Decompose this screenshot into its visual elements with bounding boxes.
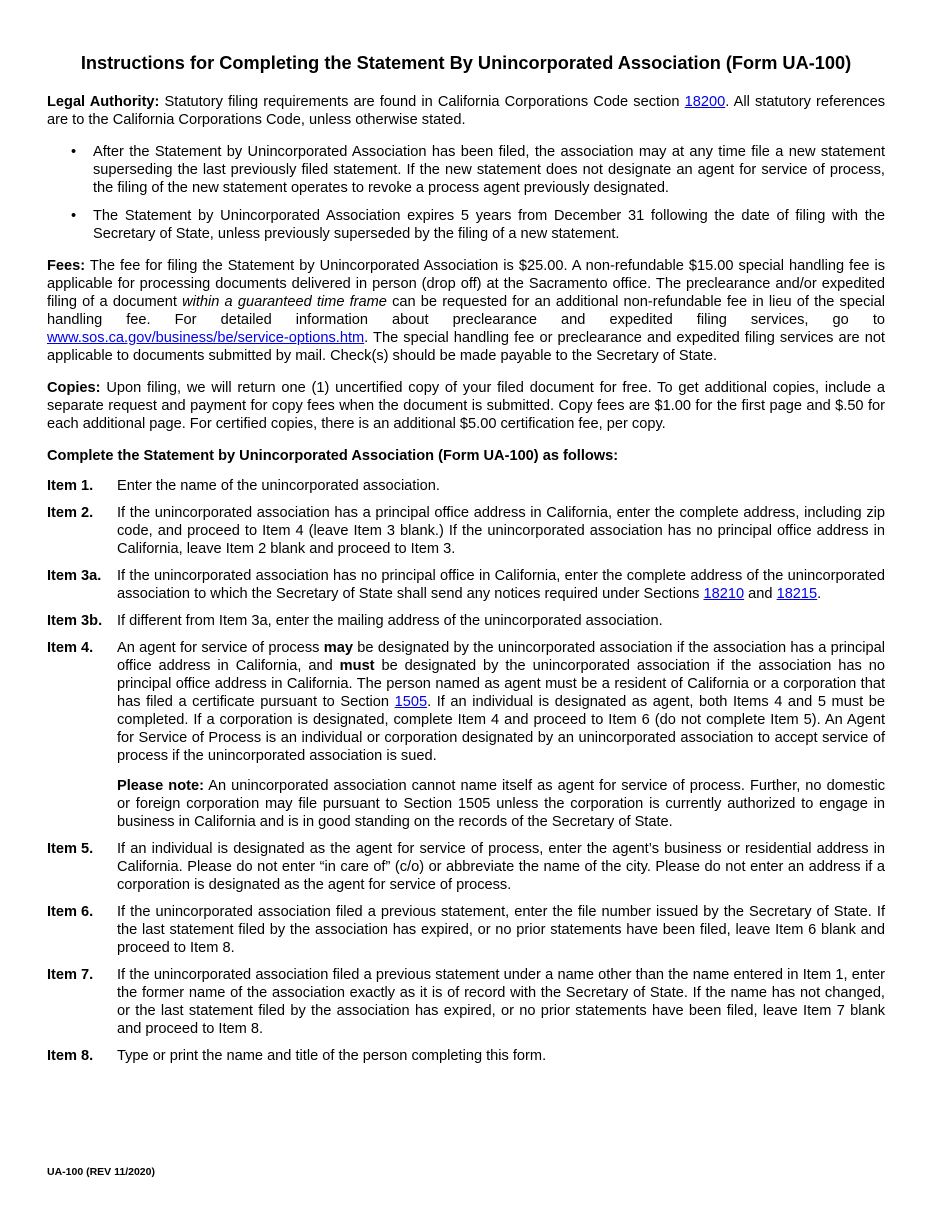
items-heading: Complete the Statement by Unincorporated Association (Form UA-100) as follows: (47, 448, 619, 464)
fees-label: Fees: (47, 258, 86, 274)
item-6: Item 6. If the unincorporated association filed a previous statement, enter the file number issued by the Secretary of State. If the last statement filed by the association has expired, or no prior statements have been filed, leave Item 6 blank and proceed to Item 8. (47, 904, 885, 956)
list-item: • After the Statement by Unincorporated Association has been filed, the association may at any time file a new statement superseding the last previously filed statement. If the new statement does not designate an agent for service of process, the filing of the new statement operates to revoke a process agent previously designated. (71, 144, 885, 196)
list-item: • The Statement by Unincorporated Association expires 5 years from December 31 following the date of filing with the Secretary of State, unless previously superseded by the filing of a new statement. (71, 208, 885, 242)
fees-paragraph: Fees: The fee for filing the Statement by Unincorporated Association is $25.00. A non-refundable $15.00 special handling fee is applicable for processing documents delivered in person (drop off) at the Sacramento office. The preclearance and/or expedited filing of a document within a guaranteed time frame can be requested for an additional non-refundable fee in lieu of the special handling fee. For detailed information about preclearance and expedited filing services, go to www.sos.ca.gov/business/be/service-options.htm. The special handling fee or preclearance and expedited filing services are not applicable to documents submitted by mail. Check(s) should be made payable to the Secretary of State. (47, 258, 885, 364)
bullet-list (47, 143, 885, 243)
copies-label: Copies: (47, 380, 101, 396)
item-7: Item 7. If the unincorporated association filed a previous statement under a name other than the name entered in Item 1, enter the former name of the association exactly as it is of record with the Secretary of State. If the name has not changed, or the last statement filed by the association has expired, or no prior statements have been filed, leave Item 7 blank and proceed to Item 8. (47, 967, 885, 1037)
item-3a: Item 3a. If the unincorporated association has no principal office in California, enter the complete address of the unincorporated association to which the Secretary of State shall send any notices required under Sections 18210 and 18215. (47, 568, 885, 602)
service-options-link[interactable]: www.sos.ca.gov/business/be/service-options.htm (47, 330, 365, 346)
legal-authority-label: Legal Authority: (47, 94, 160, 110)
item-2: Item 2. If the unincorporated association has a principal office address in California, enter the complete address, including zip code, and proceed to Item 4 (leave Item 3 blank.) If the unincorporated association has no principal office address in California, leave Item 2 blank and proceed to Item 3. (47, 505, 885, 557)
page-title: Instructions for Completing the Statement By Unincorporated Association (Form UA-100) (80, 53, 852, 73)
legal-authority-paragraph: Legal Authority: Statutory filing requirements are found in California Corporations Code section 18200. All statutory references are to the California Corporations Code, unless otherwise stated. (47, 94, 886, 128)
section-18200-link[interactable]: 18200 (684, 94, 726, 110)
item-5: Item 5. If an individual is designated as the agent for service of process, enter the agent’s business or residential address in California. Please do not enter “in care of” (c/o) or abbreviate the name of the city. Please do not enter an address if a corporation is designated as the agent for service of process. (47, 841, 885, 893)
section-18215-link[interactable]: 18215 (776, 586, 818, 602)
bullet-icon: • (71, 144, 77, 160)
item-1: Item 1. Enter the name of the unincorporated association. (47, 478, 440, 494)
form-revision-footer: UA-100 (REV 11/2020) (47, 1166, 155, 1178)
section-18210-link[interactable]: 18210 (703, 586, 745, 602)
section-1505-link[interactable]: 1505 (394, 694, 428, 710)
document-page (47, 52, 885, 1074)
item-4: Item 4. An agent for service of process may be designated by the unincorporated association if the association has a principal office address in California, and must be designated by the unincorporated association if the association has no principal office address in California. The person named as agent must be a resident of California or a corporation that has filed a certificate pursuant to Section 1505. If an individual is designated as agent, both Items 4 and 5 must be completed. If a corporation is designated, complete Item 4 and proceed to Item 6 (do not complete Item 5). An Agent for Service of Process is an individual or corporation designated by an unincorporated association to accept service of process if the unincorporated association is sued. Please note: An unincorporated association cannot name itself as agent for service of process. Further, no domestic or foreign corporation may file pursuant to Section 1505 unless the corporation is currently authorized to engage in business in California and is in good standing on the records of the Secretary of State. (47, 640, 885, 830)
bullet-icon: • (71, 208, 77, 224)
please-note: Please note: An unincorporated association cannot name itself as agent for service of process. Further, no domestic or foreign corporation may file pursuant to Section 1505 unless the corporation is currently authorized to engage in business in California and is in good standing on the records of the Secretary of State. (117, 778, 885, 830)
item-8: Item 8. Type or print the name and title of the person completing this form. (47, 1048, 547, 1064)
item-3b: Item 3b. If different from Item 3a, enter the mailing address of the unincorporated association. (47, 613, 663, 629)
copies-paragraph: Copies: Upon filing, we will return one (1) uncertified copy of your filed document for free. To get additional copies, include a separate request and payment for copy fees when the document is submitted. Copy fees are $1.00 for the first page and $.50 for each additional page. For certified copies, there is an additional $5.00 certification fee, per copy. (47, 380, 885, 432)
